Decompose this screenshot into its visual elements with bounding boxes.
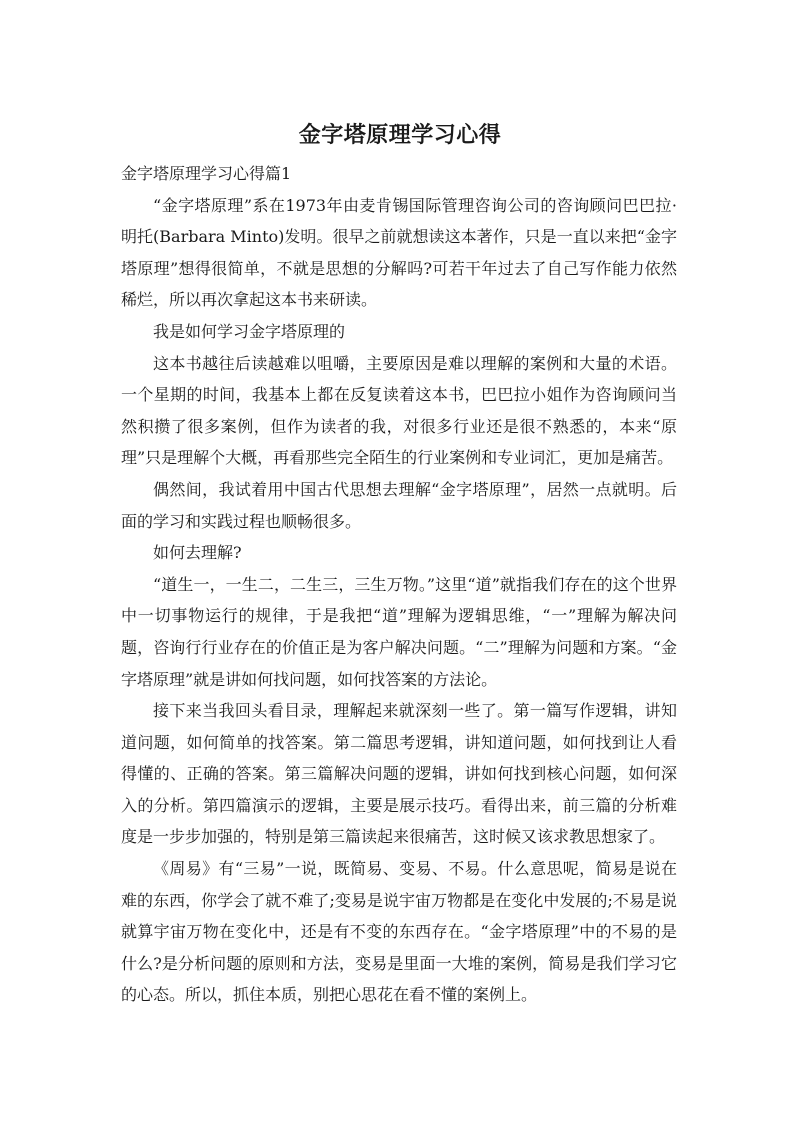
paragraph-intro: “金字塔原理”系在1973年由麦肯锡国际管理咨询公司的咨询顾问巴巴拉·明托(Barbara Minto)发明。很早之前就想读这本著作，只是一直以来把“金字塔原理”想得很简单，不就是思想的分解吗?可若干年过去了自己写作能力依然稀烂，所以再次拿起这本书来研读。 (121, 195, 677, 310)
paragraph-contents: 接下来当我回头看目录，理解起来就深刻一些了。第一篇写作逻辑，讲知道问题，如何简单的找答案。第二篇思考逻辑，讲知道问题，如何找到让人看得懂的、正确的答案。第三篇解决问题的逻辑，讲如何找到核心问题，如何深入的分析。第四篇演示的逻辑，主要是展示技巧。看得出来，前三篇的分析难度是一步步加强的，特别是第三篇读起来很痛苦，这时候又该求教思想家了。 (121, 701, 677, 847)
document-title: 金字塔原理学习心得 (298, 123, 502, 148)
paragraph-dao: “道生一，一生二，二生三，三生万物。”这里“道”就指我们存在的这个世界中一切事物运行的规律，于是我把“道”理解为逻辑思维，“一”理解为解决问题，咨询行行业存在的价值正是为客户解决问题。“二”理解为问题和方案。“金字塔原理”就是讲如何找问题，如何找答案的方法论。 (121, 574, 677, 689)
paragraph-difficulty: 这本书越往后读越难以咀嚼，主要原因是难以理解的案例和大量的术语。一个星期的时间，我基本上都在反复读着这本书，巴巴拉小姐作为咨询顾问当然积攒了很多案例，但作为读者的我，对很多行业还是很不熟悉的，本来“原理”只是理解个大概，再看那些完全陌生的行业案例和专业词汇，更加是痛苦。 (121, 353, 677, 468)
paragraph-subheading-how-learn: 我是如何学习金字塔原理的 (153, 321, 346, 341)
document-body (121, 158, 677, 1011)
paragraph-insight: 偶然间，我试着用中国古代思想去理解“金字塔原理”，居然一点就明。后面的学习和实践过程也顺畅很多。 (121, 479, 677, 531)
paragraph-subheading-how-understand: 如何去理解? (153, 543, 242, 563)
section-heading: 金字塔原理学习心得篇1 (121, 164, 292, 183)
paragraph-zhouyi: 《周易》有“三易”一说，既简易、变易、不易。什么意思呢，简易是说在难的东西，你学会了就不难了;变易是说宇宙万物都是在变化中发展的;不易是说就算宇宙万物在变化中，还是有不变的东西存在。“金字塔原理”中的不易的是什么?是分析问题的原则和方法，变易是里面一大堆的案例，简易是我们学习它的心态。所以，抓住本质，别把心思花在看不懂的案例上。 (121, 859, 677, 1005)
